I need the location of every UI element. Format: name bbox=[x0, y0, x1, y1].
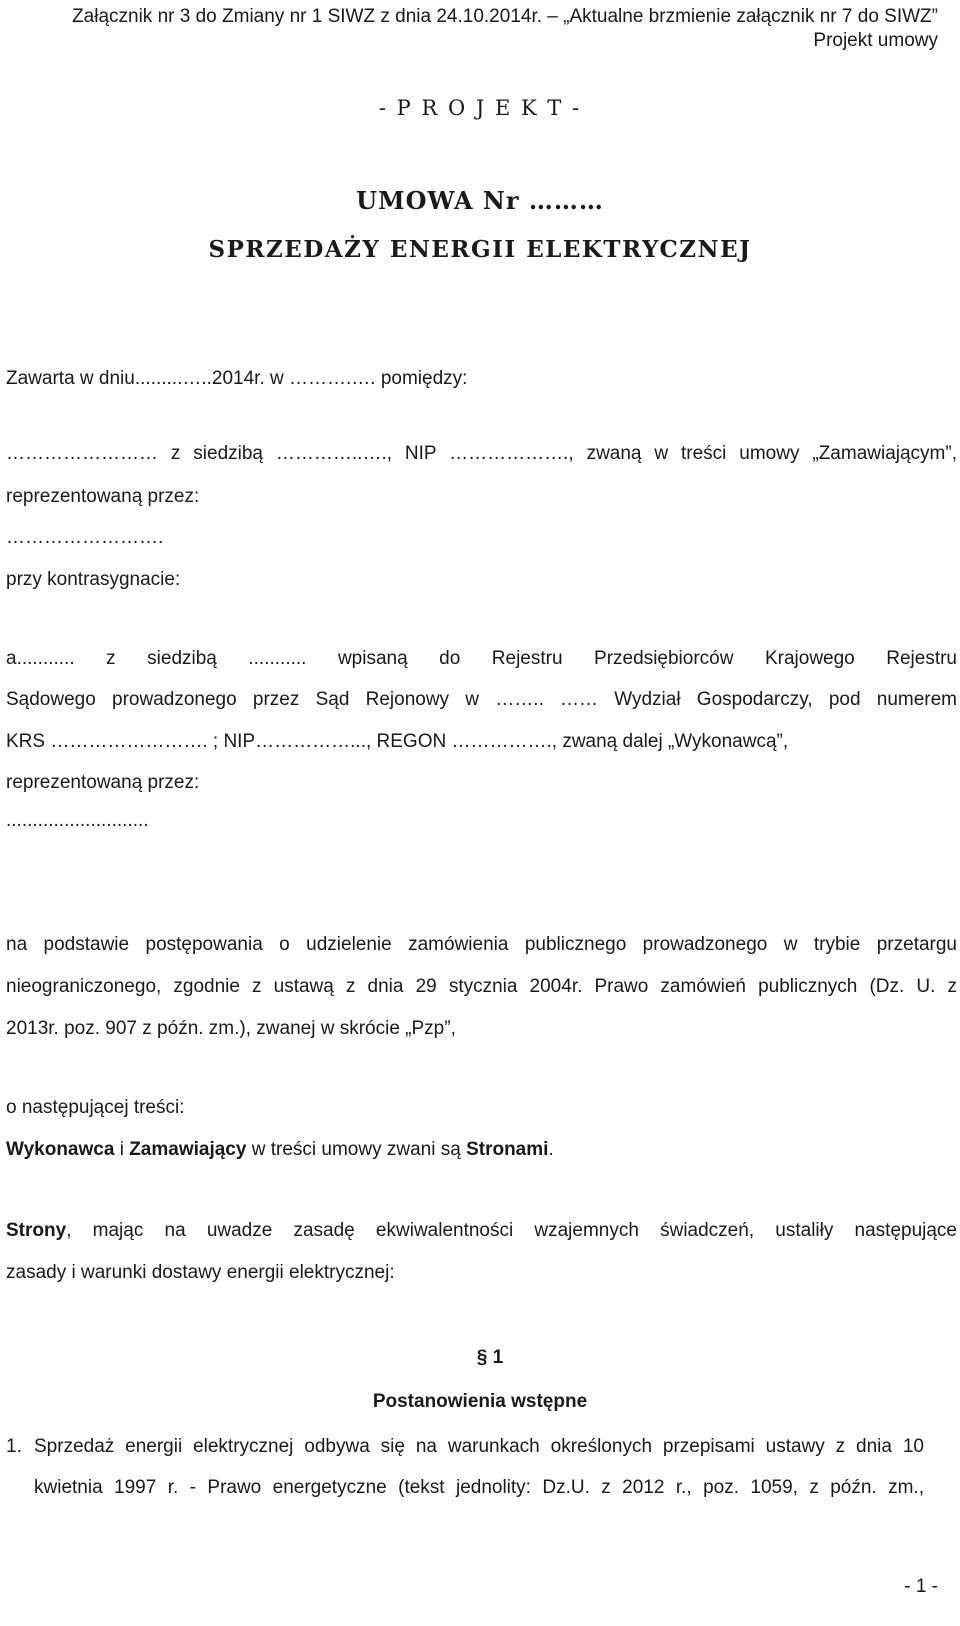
section-number: § 1 bbox=[476, 1347, 504, 1368]
seller-line-3: KRS ……………………. ; NIP……………..., REGON ……………., zwaną dalej „Wykonawcą”, bbox=[6, 731, 789, 752]
draft-label: Projekt umowy bbox=[813, 30, 938, 51]
text-period: . bbox=[548, 1139, 554, 1160]
seller-represented-label: reprezentowaną przez: bbox=[6, 772, 200, 793]
seller-line-1: a........... z siedzibą ........... wpisaną do Rejestru Przedsiębiorców Krajowego Rejestru bbox=[6, 648, 957, 669]
attachment-header: Załącznik nr 3 do Zmiany nr 1 SIWZ z dnia 24.10.2014r. – „Aktualne brzmienie załącznik nr 7 do SIWZ” bbox=[72, 6, 938, 27]
term-strony: Stronami bbox=[466, 1139, 549, 1160]
page-number: - 1 - bbox=[904, 1576, 938, 1597]
seller-representative: ........................... bbox=[6, 810, 149, 831]
strony-line-2: zasady i warunki dostawy energii elektrycznej: bbox=[6, 1262, 395, 1283]
buyer-line: …………………… z siedzibą …………..…., NIP ………………., zwaną w treści umowy „Zamawiającym”, bbox=[6, 443, 957, 464]
projekt-title: - P R O J E K T - bbox=[378, 96, 582, 120]
strony-rest: , mając na uwadze zasadę ekwiwalentności wzajemnych świadczeń, ustaliły następujące bbox=[66, 1220, 957, 1241]
concluded-line: Zawarta w dniu.........…..2014r. w ……….…. pomiędzy: bbox=[6, 368, 468, 389]
basis-line-3: 2013r. poz. 907 z późn. zm.), zwanej w skrócie „Pzp”, bbox=[6, 1018, 456, 1039]
parties-definition bbox=[6, 1139, 554, 1161]
term-zamawiajacy: Zamawiający bbox=[129, 1139, 247, 1160]
term-strony-bold: Strony bbox=[6, 1220, 67, 1241]
content-intro: o następującej treści: bbox=[6, 1097, 185, 1118]
item-1-line-1: Sprzedaż energii elektrycznej odbywa się na warunkach określonych przepisami ustawy z dnia 10 bbox=[34, 1436, 924, 1457]
basis-line-2: nieograniczonego, zgodnie z ustawą z dnia 29 stycznia 2004r. Prawo zamówień publicznych (Dz. U. z bbox=[6, 976, 957, 997]
contract-subject-title: SPRZEDAŻY ENERGII ELEKTRYCZNEJ bbox=[208, 236, 752, 263]
text-and: i bbox=[114, 1139, 130, 1160]
item-number: 1. bbox=[6, 1436, 22, 1457]
term-wykonawca: Wykonawca bbox=[6, 1139, 115, 1160]
strony-line-1 bbox=[6, 1220, 957, 1242]
section-heading: Postanowienia wstępne bbox=[372, 1391, 588, 1412]
buyer-representative: ……………………. bbox=[6, 527, 164, 548]
countersignature-label: przy kontrasygnacie: bbox=[6, 569, 181, 590]
basis-line-1: na podstawie postępowania o udzielenie zamówienia publicznego prowadzonego w trybie przetargu bbox=[6, 934, 957, 955]
text-called: w treści umowy zwani są bbox=[246, 1139, 467, 1160]
seller-line-2: Sądowego prowadzonego przez Sąd Rejonowy w …….. …… Wydział Gospodarczy, pod numerem bbox=[6, 689, 957, 710]
item-1-line-2: kwietnia 1997 r. - Prawo energetyczne (tekst jednolity: Dz.U. z 2012 r., poz. 1059, z późn. zm., bbox=[34, 1477, 924, 1498]
buyer-represented-label: reprezentowaną przez: bbox=[6, 486, 200, 507]
contract-number-title: UMOWA Nr ……… bbox=[356, 186, 604, 215]
